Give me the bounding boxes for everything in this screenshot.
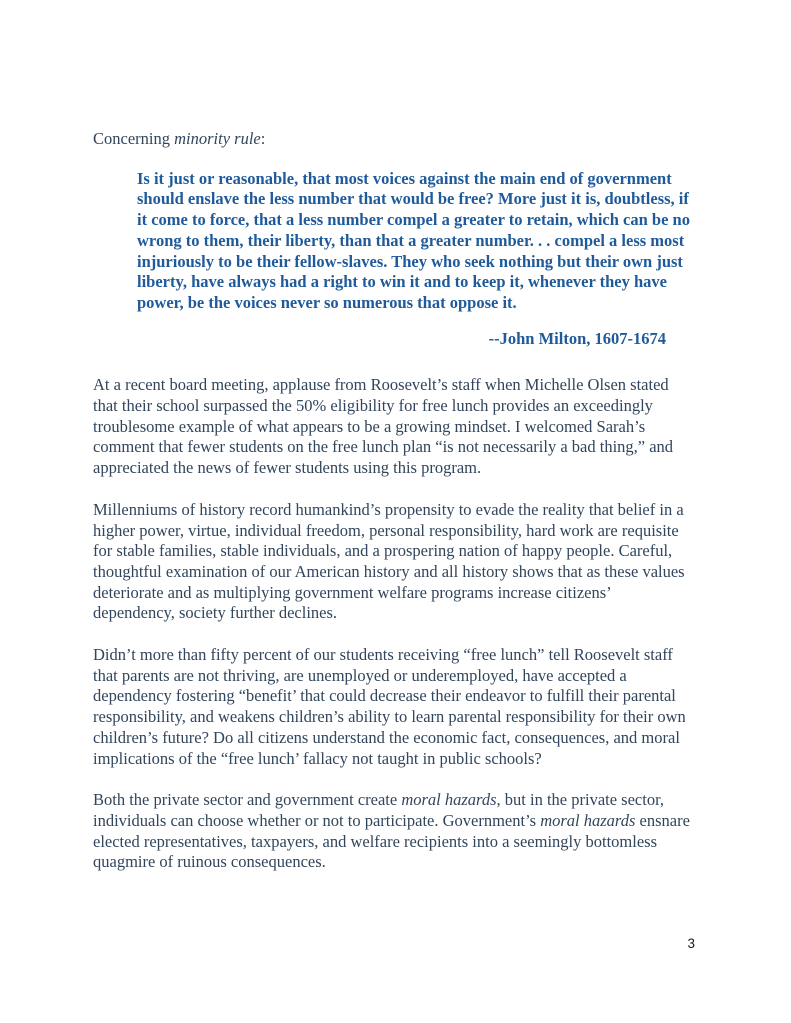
page-number: 3	[687, 936, 695, 951]
italic-moral-hazards: moral hazards	[540, 810, 636, 830]
paragraph-free-lunch-question	[93, 645, 696, 769]
italic-moral-hazards: moral hazards	[401, 790, 497, 810]
paragraph-text: At a recent board meeting, applause from Roosevelt’s staff when Michelle Olsen stated that their school surpassed the 50% eligibility for free lunch provides an exceedingly troublesome example of what appears to be a growing mindset. I welcomed Sarah’s comment that fewer students on the free lunch plan “is not necessarily a bad thing,” and appreciated the news of fewer students using this program.	[93, 375, 674, 478]
quote-attribution: --John Milton, 1607-1674	[488, 328, 666, 348]
paragraph-moral-hazards	[93, 790, 696, 873]
intro-line	[93, 129, 696, 150]
paragraph-text: ensnare elected representatives, taxpayers, and welfare recipients into a seemingly bottomless quagmire of ruinous consequences.	[93, 810, 690, 872]
paragraph-text: Millenniums of history record humankind’s propensity to evade the reality that belief in a higher power, virtue, individual freedom, personal responsibility, hard work are requisite for stable families, stable individuals, and a prospering nation of happy people. Careful, thoughtful examination of our American history and all history shows that as these values deteriorate and as multiplying government welfare programs increase citizens’ dependency, society further declines.	[93, 499, 685, 623]
intro-colon: :	[260, 129, 266, 148]
intro-italic-phrase: minority rule	[174, 129, 261, 148]
quote-text: Is it just or reasonable, that most voices against the main end of government should enslave the less number that would be free? More just it is, doubtless, if it come to force, that a less number compel a greater to retain, which can be no wrong to them, their liberty, than that a greater number. . . compel a less most injuriously to be their fellow-slaves. They who seek nothing but their own just liberty, have always had a right to win it and to keep it, whenever they have power, be the voices never so numerous that oppose it.	[137, 168, 690, 312]
milton-quote	[137, 169, 696, 350]
paragraph-board-meeting	[93, 375, 696, 479]
paragraph-text: Both the private sector and government create	[93, 790, 402, 810]
intro-text: Concerning	[93, 129, 175, 148]
paragraph-text: Didn’t more than fifty percent of our students receiving “free lunch” tell Roosevelt staff that parents are not thriving, are unemployed or underemployed, have accepted a dependency fostering “benefit’ that could decrease their endeavor to fulfill their parental responsibility, and weakens children’s ability to learn parental responsibility for their own children’s future? Do all citizens understand the economic fact, consequences, and moral implications of the “free lunch’ fallacy not taught in public schools?	[93, 645, 686, 768]
paragraph-millenniums	[93, 500, 696, 624]
paragraph-text: , but in the private sector, individuals can choose whether or not to participate. Government’s	[93, 790, 665, 830]
